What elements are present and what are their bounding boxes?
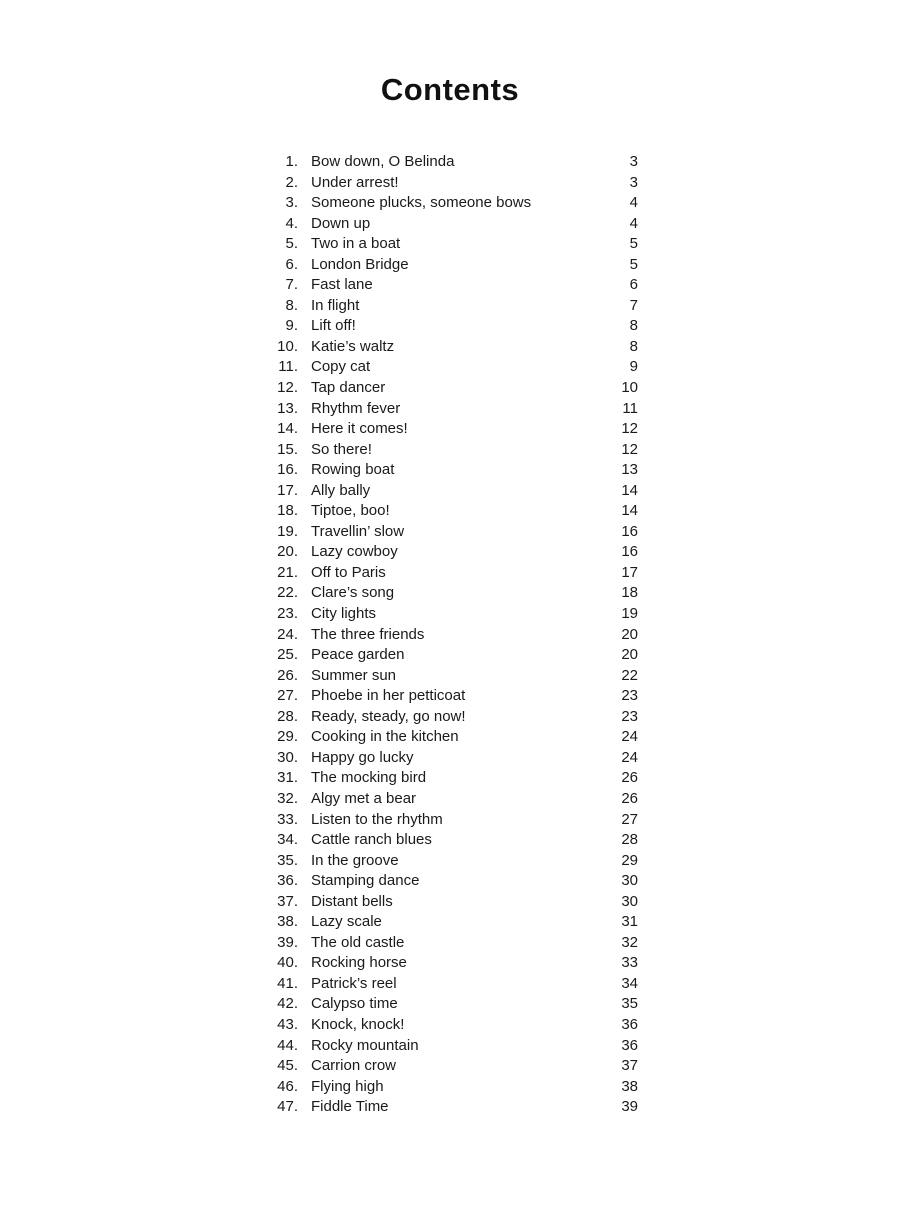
toc-entry-page: 16 bbox=[621, 543, 638, 561]
toc-row bbox=[268, 789, 638, 810]
toc-entry-number: 21. bbox=[277, 563, 298, 581]
toc-entry-number: 10. bbox=[277, 337, 298, 355]
toc-entry-page: 18 bbox=[621, 584, 638, 602]
toc-entry-page: 16 bbox=[621, 522, 638, 540]
toc-entry-title: Lazy scale bbox=[311, 913, 382, 931]
toc-entry-number: 1. bbox=[285, 153, 298, 170]
toc-entry-title: Fiddle Time bbox=[311, 1098, 389, 1116]
toc-entry-title: Distant bells bbox=[311, 892, 393, 910]
toc-row bbox=[268, 255, 638, 276]
toc-entry-title: Peace garden bbox=[311, 646, 405, 664]
toc-row bbox=[268, 337, 638, 358]
toc-entry-page: 9 bbox=[629, 358, 638, 376]
toc-entry-title: Cooking in the kitchen bbox=[311, 728, 459, 746]
toc-entry-number: 46. bbox=[277, 1077, 298, 1095]
toc-row bbox=[268, 727, 638, 748]
toc-row bbox=[268, 871, 638, 892]
toc-row bbox=[268, 686, 638, 707]
toc-entry-page: 12 bbox=[621, 440, 638, 458]
toc-entry-title: Off to Paris bbox=[311, 563, 386, 581]
toc-entry-number: 39. bbox=[277, 933, 298, 951]
toc-entry-number: 24. bbox=[277, 625, 298, 643]
toc-entry-title: Phoebe in her petticoat bbox=[311, 687, 466, 705]
toc-row bbox=[268, 378, 638, 399]
toc-row bbox=[268, 645, 638, 666]
toc-entry-number: 2. bbox=[285, 173, 298, 191]
toc-entry-title: So there! bbox=[311, 440, 372, 458]
toc-entry-title: Rowing boat bbox=[311, 461, 395, 479]
toc-entry-page: 17 bbox=[621, 563, 638, 581]
toc-row bbox=[268, 810, 638, 831]
toc-entry-title: Lazy cowboy bbox=[311, 543, 398, 561]
toc-entry-page: 26 bbox=[621, 769, 638, 787]
toc-entry-title: Happy go lucky bbox=[311, 748, 414, 766]
toc-entry-page: 8 bbox=[629, 337, 638, 355]
toc-entry-title: Someone plucks, someone bows bbox=[311, 194, 532, 212]
toc-entry-title: Algy met a bear bbox=[311, 789, 417, 807]
toc-row bbox=[268, 953, 638, 974]
toc-entry-title: Under arrest! bbox=[311, 173, 399, 191]
toc-row bbox=[268, 419, 638, 440]
toc-entry-title: The three friends bbox=[311, 625, 425, 643]
toc-row bbox=[268, 768, 638, 789]
toc-row bbox=[268, 748, 638, 769]
toc-entry-title: Ready, steady, go now! bbox=[311, 707, 466, 725]
toc-entry-title: Ally bally bbox=[311, 481, 371, 499]
toc-row bbox=[268, 625, 638, 646]
toc-entry-number: 23. bbox=[277, 605, 298, 623]
toc-entry-page: 39 bbox=[621, 1098, 638, 1116]
toc-entry-page: 38 bbox=[621, 1077, 638, 1095]
toc-row bbox=[268, 193, 638, 214]
toc-entry-number: 45. bbox=[277, 1057, 298, 1075]
toc-entry-page: 14 bbox=[621, 502, 638, 520]
toc-entry-number: 9. bbox=[285, 317, 298, 335]
toc-row bbox=[268, 974, 638, 995]
toc-row bbox=[268, 994, 638, 1015]
toc-row bbox=[268, 912, 638, 933]
toc-entry-number: 33. bbox=[277, 810, 298, 828]
toc-entry-title: Travellin’ slow bbox=[311, 522, 405, 540]
toc-entry-page: 22 bbox=[621, 666, 638, 684]
toc-row bbox=[268, 357, 638, 378]
toc-entry-title: Bow down, O Belinda bbox=[311, 153, 455, 170]
toc-entry-title: Cattle ranch blues bbox=[311, 831, 432, 849]
toc-entry-title: Rocking horse bbox=[311, 954, 407, 972]
toc-entry-title: Summer sun bbox=[311, 666, 397, 684]
toc-entry-page: 26 bbox=[621, 789, 638, 807]
toc-entry-title: Lift off! bbox=[311, 317, 356, 335]
toc-entry-number: 35. bbox=[277, 851, 298, 869]
toc-entry-number: 42. bbox=[277, 995, 298, 1013]
toc-row bbox=[268, 214, 638, 235]
toc-entry-title: Katie’s waltz bbox=[311, 337, 395, 355]
toc-entry-title: Here it comes! bbox=[311, 420, 408, 438]
toc-entry-title: Rocky mountain bbox=[311, 1036, 419, 1054]
toc-row bbox=[268, 563, 638, 584]
toc-entry-title: The old castle bbox=[311, 933, 405, 951]
toc-entry-page: 30 bbox=[621, 892, 638, 910]
toc-entry-number: 15. bbox=[277, 440, 298, 458]
toc-entry-title: Tap dancer bbox=[311, 379, 386, 397]
toc-entry-number: 38. bbox=[277, 913, 298, 931]
toc-row bbox=[268, 234, 638, 255]
toc-entry-page: 3 bbox=[629, 173, 638, 191]
toc-entry-number: 7. bbox=[285, 276, 298, 294]
toc-row bbox=[268, 399, 638, 420]
toc-entry-number: 27. bbox=[277, 687, 298, 705]
toc-entry-number: 22. bbox=[277, 584, 298, 602]
toc-row bbox=[268, 1036, 638, 1057]
toc-entry-number: 5. bbox=[285, 235, 298, 253]
toc-entry-title: Knock, knock! bbox=[311, 1015, 405, 1033]
toc-entry-title: Fast lane bbox=[311, 276, 373, 294]
toc-entry-page: 5 bbox=[629, 235, 638, 253]
toc-row bbox=[268, 1077, 638, 1098]
toc-entry-page: 29 bbox=[621, 851, 638, 869]
toc-entry-number: 13. bbox=[277, 399, 298, 417]
toc-entry-page: 6 bbox=[629, 276, 638, 294]
toc-entry-page: 24 bbox=[621, 728, 638, 746]
toc-row bbox=[268, 1015, 638, 1036]
toc-row bbox=[268, 173, 638, 194]
toc-entry-title: London Bridge bbox=[311, 255, 409, 273]
toc-entry-number: 36. bbox=[277, 872, 298, 890]
toc-entry-title: Down up bbox=[311, 214, 371, 232]
toc-entry-number: 12. bbox=[277, 379, 298, 397]
toc-row bbox=[268, 707, 638, 728]
toc-row bbox=[268, 275, 638, 296]
toc-entry-page: 4 bbox=[629, 214, 638, 232]
toc-entry-title: Carrion crow bbox=[311, 1057, 397, 1075]
toc-entry-title: Patrick’s reel bbox=[311, 974, 397, 992]
toc-entry-title: In the groove bbox=[311, 851, 399, 869]
toc-entry-number: 29. bbox=[277, 728, 298, 746]
toc-entry-page: 13 bbox=[621, 461, 638, 479]
toc-entry-page: 36 bbox=[621, 1036, 638, 1054]
toc-entry-number: 41. bbox=[277, 974, 298, 992]
toc-entry-number: 8. bbox=[285, 296, 298, 314]
toc-entry-number: 25. bbox=[277, 646, 298, 664]
toc-entry-page: 14 bbox=[621, 481, 638, 499]
toc-entry-title: In flight bbox=[311, 296, 360, 314]
toc-entry-page: 30 bbox=[621, 872, 638, 890]
toc-entry-page: 31 bbox=[621, 913, 638, 931]
toc-entry-title: Flying high bbox=[311, 1077, 384, 1095]
toc-row bbox=[268, 1056, 638, 1077]
toc-entry-page: 8 bbox=[629, 317, 638, 335]
toc-entry-page: 37 bbox=[621, 1057, 638, 1075]
toc-entry-number: 11. bbox=[278, 358, 298, 376]
toc-entry-title: Rhythm fever bbox=[311, 399, 401, 417]
toc-entry-page: 7 bbox=[629, 296, 638, 314]
toc-entry-number: 37. bbox=[277, 892, 298, 910]
toc-entry-number: 47. bbox=[277, 1098, 298, 1116]
toc-entry-number: 6. bbox=[285, 255, 298, 273]
toc-entry-page: 28 bbox=[621, 831, 638, 849]
toc-entry-title: Listen to the rhythm bbox=[311, 810, 443, 828]
toc-row bbox=[268, 296, 638, 317]
toc-entry-number: 16. bbox=[277, 461, 298, 479]
toc-entry-number: 4. bbox=[285, 214, 298, 232]
toc-entry-page: 5 bbox=[629, 255, 638, 273]
toc-entry-number: 34. bbox=[277, 831, 298, 849]
toc-entry-title: Copy cat bbox=[311, 358, 371, 376]
toc-entry-number: 44. bbox=[277, 1036, 298, 1054]
toc-row bbox=[268, 583, 638, 604]
toc-entry-number: 31. bbox=[277, 769, 298, 787]
toc-row bbox=[268, 933, 638, 954]
toc-entry-page: 11 bbox=[622, 399, 638, 417]
toc-entry-page: 4 bbox=[629, 194, 638, 212]
toc-row bbox=[268, 666, 638, 687]
toc-entry-page: 35 bbox=[621, 995, 638, 1013]
toc-entry-page: 33 bbox=[621, 954, 638, 972]
toc-entry-title: Two in a boat bbox=[311, 235, 401, 253]
toc-entry-page: 20 bbox=[621, 646, 638, 664]
toc-entry-number: 19. bbox=[277, 522, 298, 540]
toc-entry-page: 34 bbox=[621, 974, 638, 992]
toc-row bbox=[268, 501, 638, 522]
toc-row bbox=[268, 522, 638, 543]
toc-entry-page: 32 bbox=[621, 933, 638, 951]
toc-entry-page: 12 bbox=[621, 420, 638, 438]
toc-entry-title: City lights bbox=[311, 605, 377, 623]
toc-row bbox=[268, 316, 638, 337]
toc-entry-page: 10 bbox=[621, 379, 638, 397]
toc-entry-title: Clare’s song bbox=[311, 584, 395, 602]
toc-entry-number: 26. bbox=[277, 666, 298, 684]
toc-entry-title: Calypso time bbox=[311, 995, 398, 1013]
toc-row bbox=[268, 851, 638, 872]
toc-entry-page: 27 bbox=[621, 810, 638, 828]
toc-entry-number: 3. bbox=[285, 194, 298, 212]
toc-entry-number: 32. bbox=[277, 789, 298, 807]
toc-row bbox=[268, 892, 638, 913]
toc-row bbox=[268, 152, 638, 173]
toc-entry-page: 23 bbox=[621, 707, 638, 725]
toc-entry-number: 43. bbox=[277, 1015, 298, 1033]
toc-entry-number: 28. bbox=[277, 707, 298, 725]
toc-entry-number: 17. bbox=[277, 481, 298, 499]
toc-entry-page: 20 bbox=[621, 625, 638, 643]
toc-entry-page: 36 bbox=[621, 1015, 638, 1033]
toc-entry-title: Tiptoe, boo! bbox=[311, 502, 390, 520]
toc-entry-number: 18. bbox=[277, 502, 298, 520]
toc-entry-number: 14. bbox=[277, 420, 298, 438]
toc-entry-number: 20. bbox=[277, 543, 298, 561]
toc-entry-title: Stamping dance bbox=[311, 872, 420, 890]
toc-row bbox=[268, 830, 638, 851]
toc-entry-number: 40. bbox=[277, 954, 298, 972]
toc-row bbox=[268, 440, 638, 461]
toc-entry-number: 30. bbox=[277, 748, 298, 766]
toc-row bbox=[268, 604, 638, 625]
toc-entry-page: 23 bbox=[621, 687, 638, 705]
toc-entry-page: 19 bbox=[621, 605, 638, 623]
toc-row bbox=[268, 460, 638, 481]
toc-entry-page: 24 bbox=[621, 748, 638, 766]
toc-row bbox=[268, 542, 638, 563]
toc-entry-title: The mocking bird bbox=[311, 769, 427, 787]
page-title: Contents bbox=[380, 72, 520, 107]
toc-row bbox=[268, 1097, 638, 1118]
toc-entry-page: 3 bbox=[629, 153, 638, 170]
toc-row bbox=[268, 481, 638, 502]
toc-list bbox=[268, 152, 638, 1118]
